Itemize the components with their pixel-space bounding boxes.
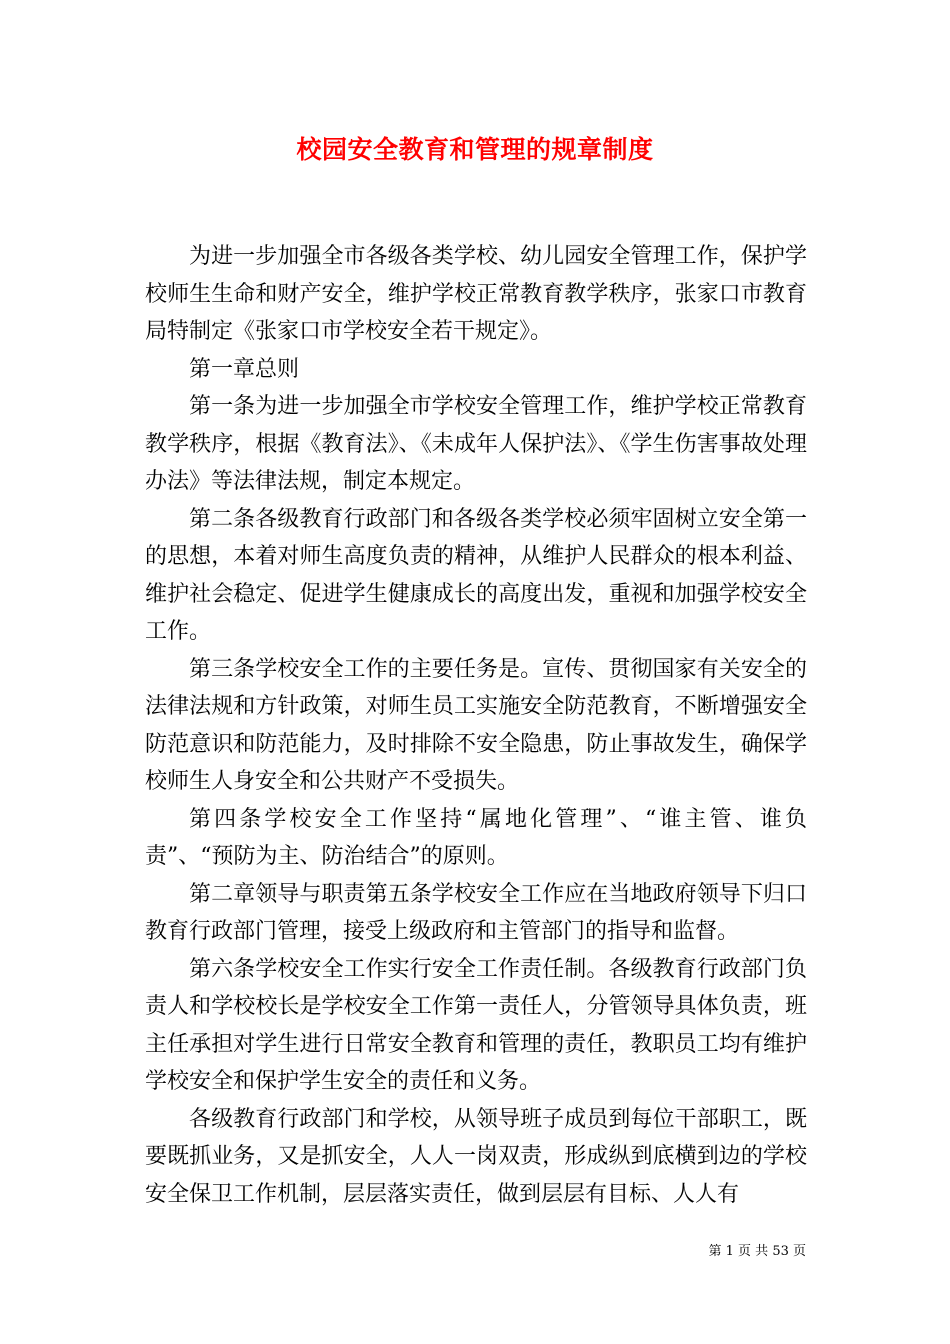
- paragraph-chapter-2-article-5: 第二章领导与职责第五条学校安全工作应在当地政府领导下归口教育行政部门管理，接受上级政府和主管部门的指导和监督。: [145, 881, 807, 944]
- paragraph-article-2: 第二条各级教育行政部门和各级各类学校必须牢固树立安全第一的思想，本着对师生高度负责的精神，从维护人民群众的根本利益、维护社会稳定、促进学生健康成长的高度出发，重视和加强学校安全工作。: [145, 506, 807, 644]
- document-body: [145, 238, 807, 1213]
- paragraph-article-3: 第三条学校安全工作的主要任务是。宣传、贯彻国家有关安全的法律法规和方针政策，对师生员工实施安全防范教育，不断增强安全防范意识和防范能力，及时排除不安全隐患，防止事故发生，确保学校师生人身安全和公共财产不受损失。: [145, 656, 807, 794]
- paragraph-article-1: 第一条为进一步加强全市学校安全管理工作，维护学校正常教育教学秩序，根据《教育法》、《未成年人保护法》、《学生伤害事故处理办法》等法律法规，制定本规定。: [145, 394, 807, 494]
- paragraph-chapter-1: 第一章总则: [189, 356, 300, 382]
- paragraph-article-4: 第四条学校安全工作坚持“属地化管理”、“谁主管、谁负责”、“预防为主、防治结合”的原则。: [145, 806, 807, 869]
- paragraph-responsibility: 各级教育行政部门和学校，从领导班子成员到每位干部职工，既要既抓业务，又是抓安全，人人一岗双责，形成纵到底横到边的学校安全保卫工作机制，层层落实责任，做到层层有目标、人人有: [145, 1106, 807, 1207]
- paragraph-intro: 为进一步加强全市各级各类学校、幼儿园安全管理工作，保护学校师生生命和财产安全，维护学校正常教育教学秩序，张家口市教育局特制定《张家口市学校安全若干规定》。: [145, 244, 807, 344]
- paragraph-article-6: 第六条学校安全工作实行安全工作责任制。各级教育行政部门负责人和学校校长是学校安全工作第一责任人，分管领导具体负责，班主任承担对学生进行日常安全教育和管理的责任，教职员工均有维护学校安全和保护学生安全的责任和义务。: [145, 956, 807, 1094]
- page-number: 第 1 页 共 53 页: [708, 1244, 806, 1259]
- document-title: 校园安全教育和管理的规章制度: [296, 135, 654, 164]
